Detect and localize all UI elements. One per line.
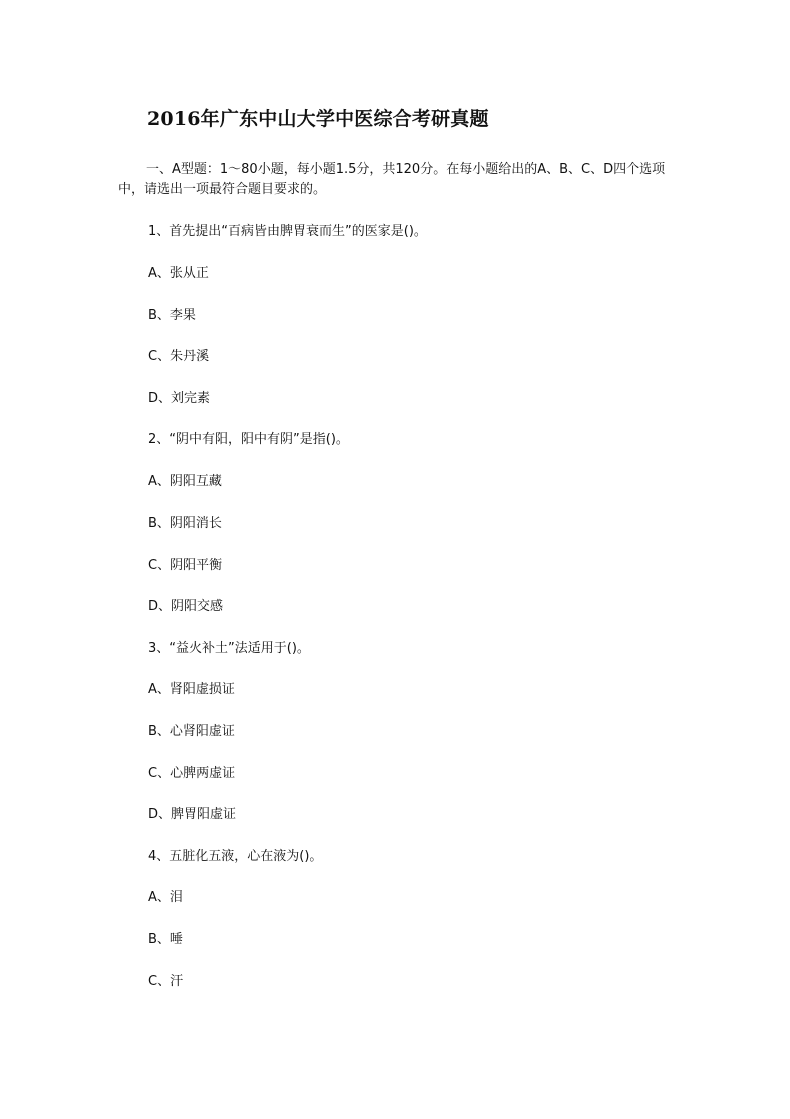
question-1-option-b: B、李果 [148,308,196,323]
document-title: 2016年广东中山大学中医综合考研真题 [147,108,489,130]
question-4-option-c: C、汗 [148,974,184,989]
question-list [148,0,708,1119]
question-1-option-a: A、张从正 [148,266,209,281]
question-2-option-c: C、阴阳平衡 [148,558,223,573]
question-3-option-c: C、心脾两虚证 [148,766,236,781]
question-2-option-d: D、阴阳交感 [148,599,224,614]
question-4-stem: 4、五脏化五液，心在液为()。 [148,849,323,864]
question-2-option-b: B、阴阳消长 [148,516,222,531]
question-3-option-d: D、脾胃阳虚证 [148,807,237,822]
section-intro: 一、A型题：1～80小题，每小题1.5分，共120分。在每小题给出的A、B、C、D四个选项中，请选出一项最符合题目要求的。 [118,162,666,197]
question-2-stem: 2、“阴中有阳，阳中有阴”是指()。 [148,432,349,447]
question-4-option-a: A、泪 [148,890,183,905]
question-3-option-b: B、心肾阳虚证 [148,724,235,739]
question-1-option-c: C、朱丹溪 [148,349,210,364]
question-3-stem: 3、“益火补土”法适用于()。 [148,641,310,656]
question-4-option-b: B、唾 [148,932,183,947]
question-3-option-a: A、肾阳虚损证 [148,682,235,697]
question-1-option-d: D、刘完素 [148,391,211,406]
question-2-option-a: A、阴阳互藏 [148,474,222,489]
question-1-stem: 1、首先提出“百病皆由脾胃衰而生”的医家是()。 [148,224,427,239]
